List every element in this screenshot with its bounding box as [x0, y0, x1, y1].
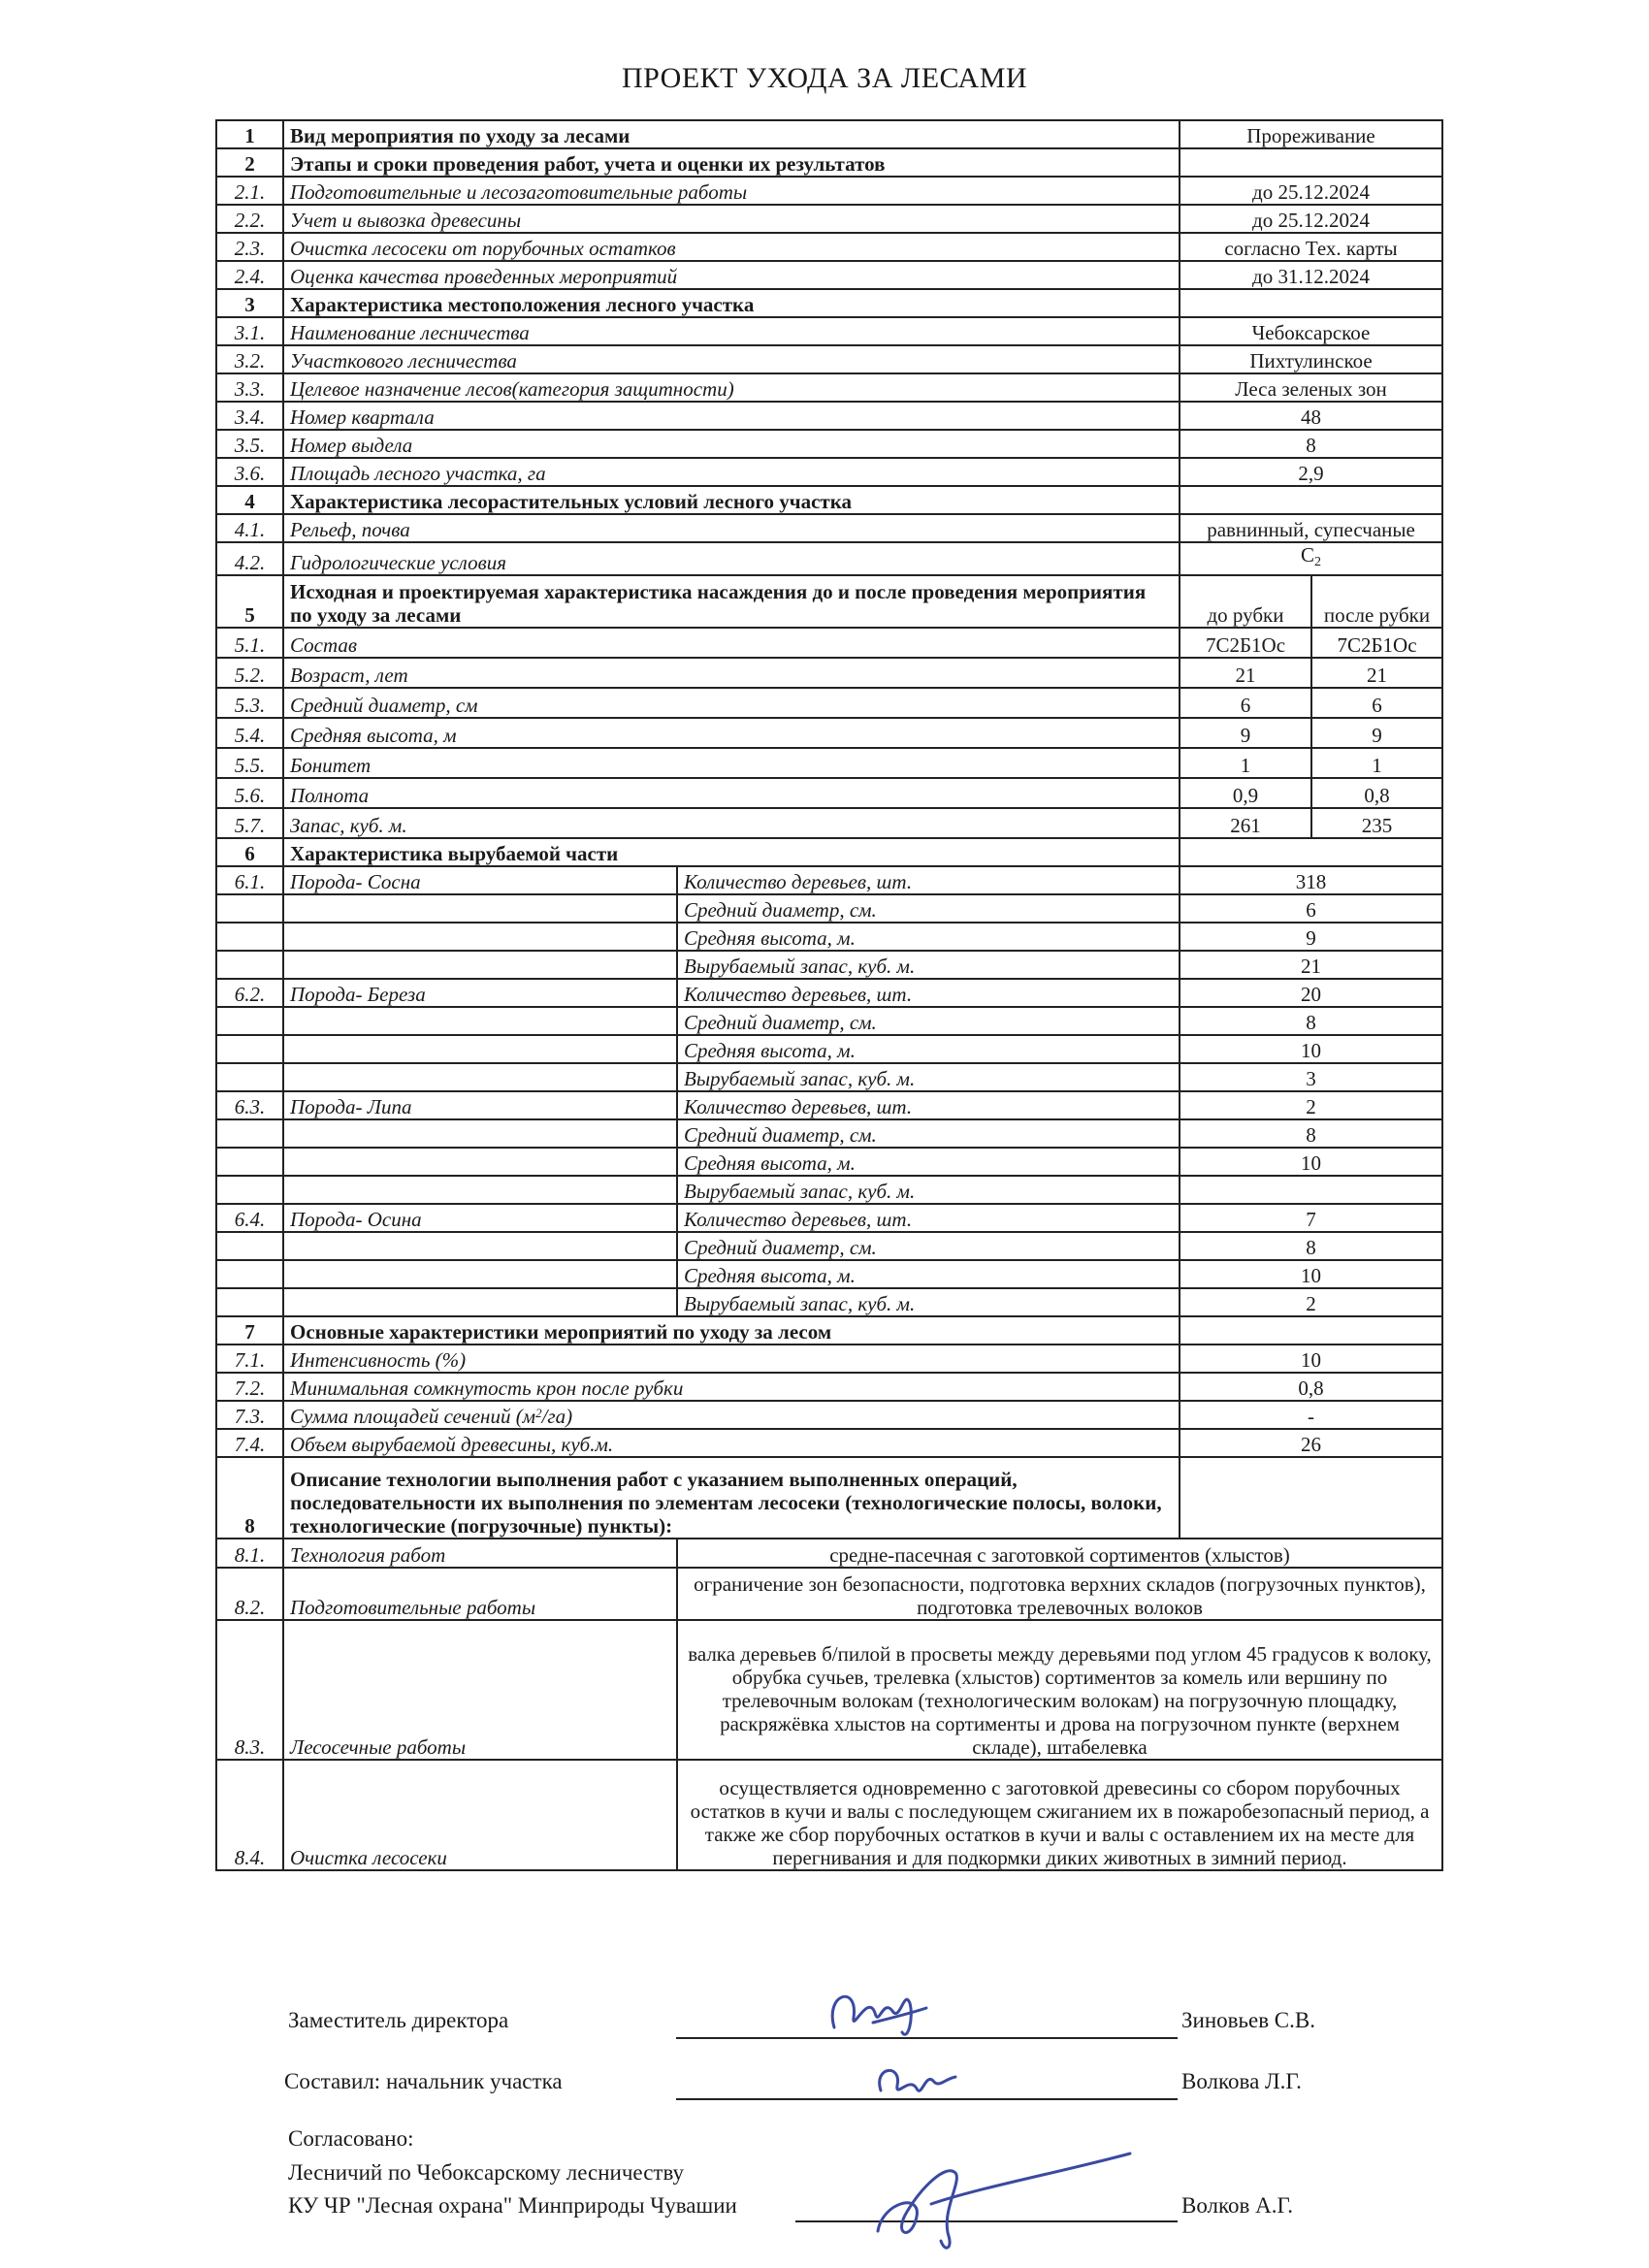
section-value: Прореживание: [1180, 120, 1442, 148]
table-row: [216, 923, 1442, 951]
species-param-label: Количество деревьев, шт.: [677, 1204, 1180, 1232]
hydrology-code: C: [1300, 543, 1314, 567]
row-label: Очистка лесосеки от порубочных остатков: [283, 233, 1180, 261]
value-before: 1: [1180, 748, 1311, 778]
row-label: Средний диаметр, см: [283, 688, 1180, 718]
species-param-label: Вырубаемый запас, куб. м.: [677, 1063, 1180, 1091]
table-row: [216, 1232, 1442, 1260]
table-row: [216, 1063, 1442, 1091]
table-row: [216, 486, 1442, 514]
row-number: 8.4.: [216, 1760, 283, 1870]
species-name: [283, 1176, 677, 1204]
row-value: равнинный, супесчаные: [1180, 514, 1442, 542]
table-row: [216, 430, 1442, 458]
row-label: Полнота: [283, 778, 1180, 808]
table-row: [216, 575, 1442, 628]
species-param-value: 20: [1180, 979, 1442, 1007]
table-row: [216, 1148, 1442, 1176]
species-name: [283, 894, 677, 923]
table-row: [216, 1760, 1442, 1870]
table-row: [216, 345, 1442, 373]
table-row: [216, 1260, 1442, 1288]
row-label: Интенсивность (%): [283, 1345, 1180, 1373]
species-param-label: Количество деревьев, шт.: [677, 1091, 1180, 1119]
table-row: [216, 979, 1442, 1007]
species-name: [283, 1260, 677, 1288]
species-number: 6.3.: [216, 1091, 283, 1119]
row-label: Средняя высота, м: [283, 718, 1180, 748]
section-heading: Исходная и проектируемая характеристика насаждения до и после проведения мероприятия по уходу за лесами: [283, 575, 1180, 628]
row-label: Номер квартала: [283, 402, 1180, 430]
column-header-after: после рубки: [1311, 575, 1442, 628]
table-row: [216, 458, 1442, 486]
species-param-value: 21: [1180, 951, 1442, 979]
species-number: [216, 1176, 283, 1204]
row-label: Состав: [283, 628, 1180, 658]
forest-care-table: [215, 119, 1443, 1871]
row-value: согласно Тех. карты: [1180, 233, 1442, 261]
species-name: Порода- Сосна: [283, 866, 677, 894]
row-label: Возраст, лет: [283, 658, 1180, 688]
label-part: /га): [541, 1405, 573, 1428]
table-row: [216, 1401, 1442, 1429]
row-number: 7.1.: [216, 1345, 283, 1373]
row-description: ограничение зон безопасности, подготовка верхних складов (погрузочных пунктов), подготовка трелевочных волоков: [677, 1568, 1442, 1620]
species-number: [216, 1260, 283, 1288]
forester-name: Волков А.Г.: [1181, 2193, 1293, 2218]
row-label: Целевое назначение лесов(категория защитности): [283, 373, 1180, 402]
table-row: [216, 205, 1442, 233]
section-value: [1180, 1316, 1442, 1345]
species-param-value: 10: [1180, 1260, 1442, 1288]
section-number: 1: [216, 120, 283, 148]
row-number: 2.2.: [216, 205, 283, 233]
species-param-label: Средний диаметр, см.: [677, 1119, 1180, 1148]
section-value: [1180, 838, 1442, 866]
table-row: [216, 1007, 1442, 1035]
table-row: [216, 1620, 1442, 1760]
table-row: [216, 1316, 1442, 1345]
species-name: Порода- Липа: [283, 1091, 677, 1119]
row-label: Оценка качества проведенных мероприятий: [283, 261, 1180, 289]
table-row: [216, 951, 1442, 979]
row-description: валка деревьев б/пилой в просветы между деревьями под углом 45 градусов к волоку, обрубка сучьев, трелевка (хлыстов) сортиментов за комель или вершину по трелевочным волокам (технологическим волокам) на погрузочную площадку, раскряжёвка хлыстов на сортименты и дрова на погрузочном пункте (верхнем складе), штабелевка: [677, 1620, 1442, 1760]
row-number: 5.5.: [216, 748, 283, 778]
row-value: Чебоксарское: [1180, 317, 1442, 345]
row-number: 8.3.: [216, 1620, 283, 1760]
value-after: 0,8: [1311, 778, 1442, 808]
row-label: Наименование лесничества: [283, 317, 1180, 345]
species-param-value: 3: [1180, 1063, 1442, 1091]
value-before: 9: [1180, 718, 1311, 748]
row-number: 3.4.: [216, 402, 283, 430]
row-number: 5.2.: [216, 658, 283, 688]
table-row: [216, 838, 1442, 866]
row-number: 5.3.: [216, 688, 283, 718]
species-param-label: Средний диаметр, см.: [677, 1007, 1180, 1035]
table-row: [216, 748, 1442, 778]
section-number: 6: [216, 838, 283, 866]
section-value: [1180, 289, 1442, 317]
value-before: 261: [1180, 808, 1311, 838]
row-value: 48: [1180, 402, 1442, 430]
table-row: [216, 808, 1442, 838]
compiler-position: Составил: начальник участка: [284, 2069, 563, 2093]
species-number: [216, 1063, 283, 1091]
section-heading: Характеристика местоположения лесного участка: [283, 289, 1180, 317]
species-param-label: Средняя высота, м.: [677, 1148, 1180, 1176]
row-number: 3.5.: [216, 430, 283, 458]
row-label: Технология работ: [283, 1539, 677, 1568]
table-row: [216, 542, 1442, 575]
value-before: 21: [1180, 658, 1311, 688]
table-row: [216, 148, 1442, 177]
row-value: 8: [1180, 430, 1442, 458]
row-label: Подготовительные и лесозаготовительные работы: [283, 177, 1180, 205]
table-row: [216, 894, 1442, 923]
species-number: [216, 1007, 283, 1035]
row-label: Участкового лесничества: [283, 345, 1180, 373]
row-description: средне-пасечная с заготовкой сортиментов (хлыстов): [677, 1539, 1442, 1568]
row-number: 3.6.: [216, 458, 283, 486]
section-number: 7: [216, 1316, 283, 1345]
species-param-value: 9: [1180, 923, 1442, 951]
section-value: [1180, 486, 1442, 514]
table-row: [216, 1429, 1442, 1457]
species-param-label: Количество деревьев, шт.: [677, 866, 1180, 894]
species-number: [216, 1119, 283, 1148]
species-name: [283, 1119, 677, 1148]
deputy-signature-line: [676, 2037, 1178, 2039]
species-number: [216, 894, 283, 923]
table-row: [216, 1345, 1442, 1373]
table-row: [216, 1539, 1442, 1568]
row-label: Очистка лесосеки: [283, 1760, 677, 1870]
table-row: [216, 658, 1442, 688]
species-param-label: Вырубаемый запас, куб. м.: [677, 951, 1180, 979]
value-before: 6: [1180, 688, 1311, 718]
row-number: 8.1.: [216, 1539, 283, 1568]
row-number: 3.2.: [216, 345, 283, 373]
table-row: [216, 1119, 1442, 1148]
compiler-name: Волкова Л.Г.: [1181, 2069, 1302, 2093]
value-after: 6: [1311, 688, 1442, 718]
row-number: 2.3.: [216, 233, 283, 261]
table-row: [216, 778, 1442, 808]
section-number: 5: [216, 575, 283, 628]
row-number: 4.2.: [216, 542, 283, 575]
value-after: 1: [1311, 748, 1442, 778]
deputy-signature: [815, 1974, 941, 2052]
species-param-value: 6: [1180, 894, 1442, 923]
species-number: [216, 923, 283, 951]
row-value: до 25.12.2024: [1180, 177, 1442, 205]
row-number: 5.4.: [216, 718, 283, 748]
table-row: [216, 1091, 1442, 1119]
species-number: [216, 1035, 283, 1063]
compiler-signature: [863, 2052, 970, 2110]
table-row: [216, 628, 1442, 658]
row-label: Объем вырубаемой древесины, куб.м.: [283, 1429, 1180, 1457]
forester-signature: [863, 2144, 1145, 2255]
hydrology-value: [1180, 542, 1442, 575]
value-before: 7С2Б1Ос: [1180, 628, 1311, 658]
row-number: 3.1.: [216, 317, 283, 345]
row-number: 2.4.: [216, 261, 283, 289]
section-heading: Характеристика лесорастительных условий лесного участка: [283, 486, 1180, 514]
row-number: 3.3.: [216, 373, 283, 402]
species-name: [283, 1288, 677, 1316]
species-param-value: [1180, 1176, 1442, 1204]
table-row: [216, 718, 1442, 748]
value-after: 235: [1311, 808, 1442, 838]
column-header-before: до рубки: [1180, 575, 1311, 628]
row-value: 26: [1180, 1429, 1442, 1457]
species-param-value: 7: [1180, 1204, 1442, 1232]
table-row: [216, 514, 1442, 542]
row-label: Гидрологические условия: [283, 542, 1180, 575]
label-part: Сумма площадей сечений (м: [290, 1405, 536, 1428]
row-number: 5.1.: [216, 628, 283, 658]
species-name: [283, 923, 677, 951]
row-label: Номер выдела: [283, 430, 1180, 458]
table-row: [216, 120, 1442, 148]
row-label: [283, 1401, 1180, 1429]
row-label: Лесосечные работы: [283, 1620, 677, 1760]
row-value: Пихтулинское: [1180, 345, 1442, 373]
row-label: Минимальная сомкнутость крон после рубки: [283, 1373, 1180, 1401]
species-param-label: Средняя высота, м.: [677, 1035, 1180, 1063]
section-number: 8: [216, 1457, 283, 1539]
row-label: Подготовительные работы: [283, 1568, 677, 1620]
species-param-value: 2: [1180, 1091, 1442, 1119]
row-value: 0,8: [1180, 1373, 1442, 1401]
species-number: [216, 951, 283, 979]
forester-signature-line: [795, 2220, 1178, 2222]
species-param-label: Средний диаметр, см.: [677, 894, 1180, 923]
label-superscript: 2: [535, 1406, 542, 1420]
deputy-name: Зиновьев С.В.: [1181, 2008, 1315, 2032]
row-label: Площадь лесного участка, га: [283, 458, 1180, 486]
species-name: [283, 1148, 677, 1176]
value-after: 21: [1311, 658, 1442, 688]
row-label: Бонитет: [283, 748, 1180, 778]
section-number: 2: [216, 148, 283, 177]
species-name: [283, 1063, 677, 1091]
species-name: [283, 951, 677, 979]
table-row: [216, 317, 1442, 345]
species-param-value: 2: [1180, 1288, 1442, 1316]
table-row: [216, 233, 1442, 261]
species-number: [216, 1232, 283, 1260]
table-row: [216, 1457, 1442, 1539]
section-number: 4: [216, 486, 283, 514]
row-label: Рельеф, почва: [283, 514, 1180, 542]
species-param-value: 8: [1180, 1232, 1442, 1260]
row-number: 4.1.: [216, 514, 283, 542]
species-param-value: 8: [1180, 1119, 1442, 1148]
table-row: [216, 1204, 1442, 1232]
species-name: Порода- Осина: [283, 1204, 677, 1232]
species-name: [283, 1035, 677, 1063]
value-before: 0,9: [1180, 778, 1311, 808]
species-param-value: 10: [1180, 1035, 1442, 1063]
table-row: [216, 373, 1442, 402]
section-value: [1180, 148, 1442, 177]
species-param-value: 8: [1180, 1007, 1442, 1035]
table-row: [216, 1035, 1442, 1063]
section-value: [1180, 1457, 1442, 1539]
table-row: [216, 1373, 1442, 1401]
table-row: [216, 1288, 1442, 1316]
species-param-value: 10: [1180, 1148, 1442, 1176]
row-value: 10: [1180, 1345, 1442, 1373]
row-number: 7.3.: [216, 1401, 283, 1429]
row-number: 7.2.: [216, 1373, 283, 1401]
table-row: [216, 289, 1442, 317]
document-title: ПРОЕКТ УХОДА ЗА ЛЕСАМИ: [621, 62, 1028, 94]
deputy-position: Заместитель директора: [288, 2008, 509, 2032]
section-number: 3: [216, 289, 283, 317]
table-row: [216, 1176, 1442, 1204]
forester-position-line2: КУ ЧР "Лесная охрана" Минприроды Чувашии: [288, 2193, 737, 2218]
hydrology-subscript: 2: [1314, 555, 1321, 569]
section-heading: Описание технологии выполнения работ с указанием выполненных операций, последовательности их выполнения по элементам лесосеки (технологические полосы, волоки, технологические (погрузочные) пункты):: [283, 1457, 1180, 1539]
section-heading: Основные характеристики мероприятий по уходу за лесом: [283, 1316, 1180, 1345]
species-param-label: Средняя высота, м.: [677, 923, 1180, 951]
row-value: Леса зеленых зон: [1180, 373, 1442, 402]
row-value: 2,9: [1180, 458, 1442, 486]
section-heading: Вид мероприятия по уходу за лесами: [283, 120, 1180, 148]
table-row: [216, 402, 1442, 430]
table-row: [216, 1568, 1442, 1620]
species-param-label: Средний диаметр, см.: [677, 1232, 1180, 1260]
section-heading: Характеристика вырубаемой части: [283, 838, 1180, 866]
species-name: Порода- Береза: [283, 979, 677, 1007]
row-label: Учет и вывозка древесины: [283, 205, 1180, 233]
species-param-label: Средняя высота, м.: [677, 1260, 1180, 1288]
row-value: до 25.12.2024: [1180, 205, 1442, 233]
table-row: [216, 177, 1442, 205]
species-name: [283, 1007, 677, 1035]
forester-position-line1: Лесничий по Чебоксарскому лесничеству: [288, 2160, 685, 2185]
species-number: 6.2.: [216, 979, 283, 1007]
species-param-value: 318: [1180, 866, 1442, 894]
row-description: осуществляется одновременно с заготовкой древесины со сбором порубочных остатков в кучи и валы с последующем сжиганием их в пожаробезопасный период, а также же сбор порубочных остатков в кучи и валы с оставлением их на месте для перегнивания и для подкормки диких животных в зимний период.: [677, 1760, 1442, 1870]
species-param-label: Вырубаемый запас, куб. м.: [677, 1176, 1180, 1204]
table-row: [216, 261, 1442, 289]
species-number: 6.4.: [216, 1204, 283, 1232]
row-number: 2.1.: [216, 177, 283, 205]
row-number: 5.7.: [216, 808, 283, 838]
species-param-label: Вырубаемый запас, куб. м.: [677, 1288, 1180, 1316]
table-row: [216, 866, 1442, 894]
species-name: [283, 1232, 677, 1260]
table-row: [216, 688, 1442, 718]
section-heading: Этапы и сроки проведения работ, учета и оценки их результатов: [283, 148, 1180, 177]
row-number: 5.6.: [216, 778, 283, 808]
value-after: 7С2Б1Ос: [1311, 628, 1442, 658]
species-number: [216, 1288, 283, 1316]
species-number: [216, 1148, 283, 1176]
species-number: 6.1.: [216, 866, 283, 894]
compiler-signature-line: [676, 2098, 1178, 2100]
row-number: 8.2.: [216, 1568, 283, 1620]
row-value: до 31.12.2024: [1180, 261, 1442, 289]
agreed-label: Согласовано:: [288, 2126, 414, 2151]
row-value: -: [1180, 1401, 1442, 1429]
value-after: 9: [1311, 718, 1442, 748]
row-number: 7.4.: [216, 1429, 283, 1457]
row-label: Запас, куб. м.: [283, 808, 1180, 838]
species-param-label: Количество деревьев, шт.: [677, 979, 1180, 1007]
